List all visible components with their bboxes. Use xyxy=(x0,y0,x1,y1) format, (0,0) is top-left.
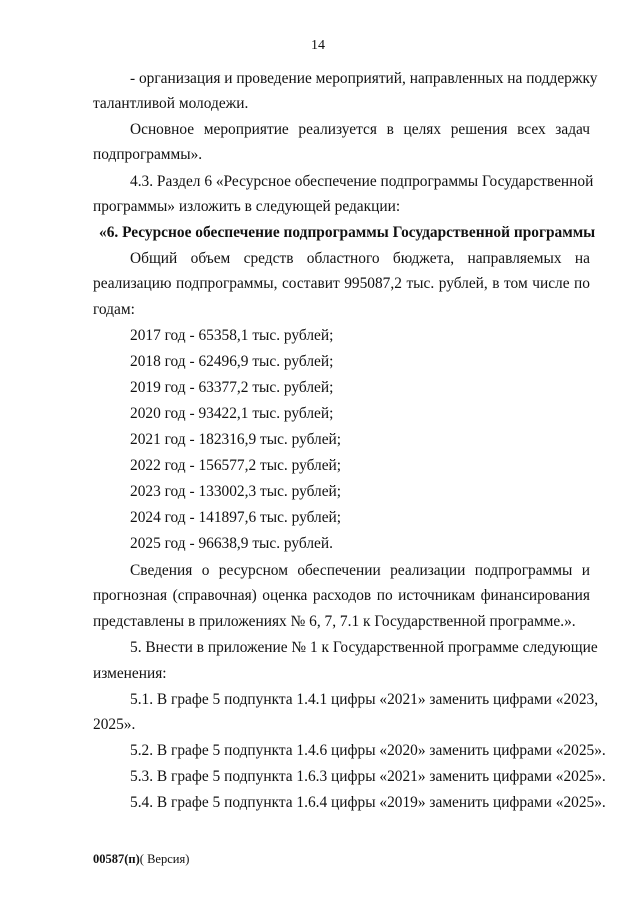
paragraph-7-line-1: 5.1. В графе 5 подпункта 1.4.1 цифры «2021» заменить цифрами «2023, xyxy=(130,691,599,708)
paragraph-1-line-2: талантливой молодежи. xyxy=(93,95,249,112)
page-number: 14 xyxy=(311,38,325,53)
year-item: 2025 год - 96638,9 тыс. рублей. xyxy=(130,535,333,552)
year-item: 2020 год - 93422,1 тыс. рублей; xyxy=(130,405,334,422)
paragraph-1-line-1: - организация и проведение мероприятий, направленных на поддержку xyxy=(130,70,598,87)
year-item: 2021 год - 182316,9 тыс. рублей; xyxy=(130,431,342,448)
footer-version: ( Версия) xyxy=(139,852,190,866)
paragraph-8: 5.2. В графе 5 подпункта 1.4.6 цифры «2020» заменить цифрами «2025». xyxy=(130,742,606,759)
year-item: 2023 год - 133002,3 тыс. рублей; xyxy=(130,483,342,500)
footer-document-code xyxy=(93,849,189,869)
year-item: 2018 год - 62496,9 тыс. рублей; xyxy=(130,353,334,370)
paragraph-4-line-3: годам: xyxy=(93,301,135,318)
paragraph-3-line-1: 4.3. Раздел 6 «Ресурсное обеспечение подпрограммы Государственной xyxy=(130,173,594,190)
paragraph-3-line-2: программы» изложить в следующей редакции: xyxy=(93,198,401,215)
section-heading: «6. Ресурсное обеспечение подпрограммы Государственной программы xyxy=(99,224,596,241)
paragraph-5-line-3: представлены в приложениях № 6, 7, 7.1 к Государственной программе.». xyxy=(93,613,576,630)
year-item: 2017 год - 65358,1 тыс. рублей; xyxy=(130,327,334,344)
paragraph-6-line-2: изменения: xyxy=(93,665,167,682)
paragraph-5-line-2: прогнозная (справочная) оценка расходов по источникам финансирования xyxy=(93,587,590,604)
paragraph-9: 5.3. В графе 5 подпункта 1.6.3 цифры «2021» заменить цифрами «2025». xyxy=(130,768,606,785)
paragraph-2-line-2: подпрограммы». xyxy=(93,146,203,163)
paragraph-7-line-2: 2025». xyxy=(93,716,136,733)
paragraph-10: 5.4. В графе 5 подпункта 1.6.4 цифры «2019» заменить цифрами «2025». xyxy=(130,794,606,811)
year-item: 2022 год - 156577,2 тыс. рублей; xyxy=(130,457,342,474)
year-item: 2024 год - 141897,6 тыс. рублей; xyxy=(130,509,342,526)
paragraph-5-line-1: Сведения о ресурсном обеспечении реализации подпрограммы и xyxy=(130,562,590,579)
paragraph-6-line-1: 5. Внести в приложение № 1 к Государственной программе следующие xyxy=(130,639,598,656)
year-item: 2019 год - 63377,2 тыс. рублей; xyxy=(130,379,334,396)
paragraph-2-line-1: Основное мероприятие реализуется в целях решения всех задач xyxy=(130,121,590,138)
footer-code: 00587(п) xyxy=(93,852,140,866)
paragraph-4-line-2: реализацию подпрограммы, составит 995087,2 тыс. рублей, в том числе по xyxy=(93,275,590,292)
paragraph-4-line-1: Общий объем средств областного бюджета, направляемых на xyxy=(130,250,590,267)
